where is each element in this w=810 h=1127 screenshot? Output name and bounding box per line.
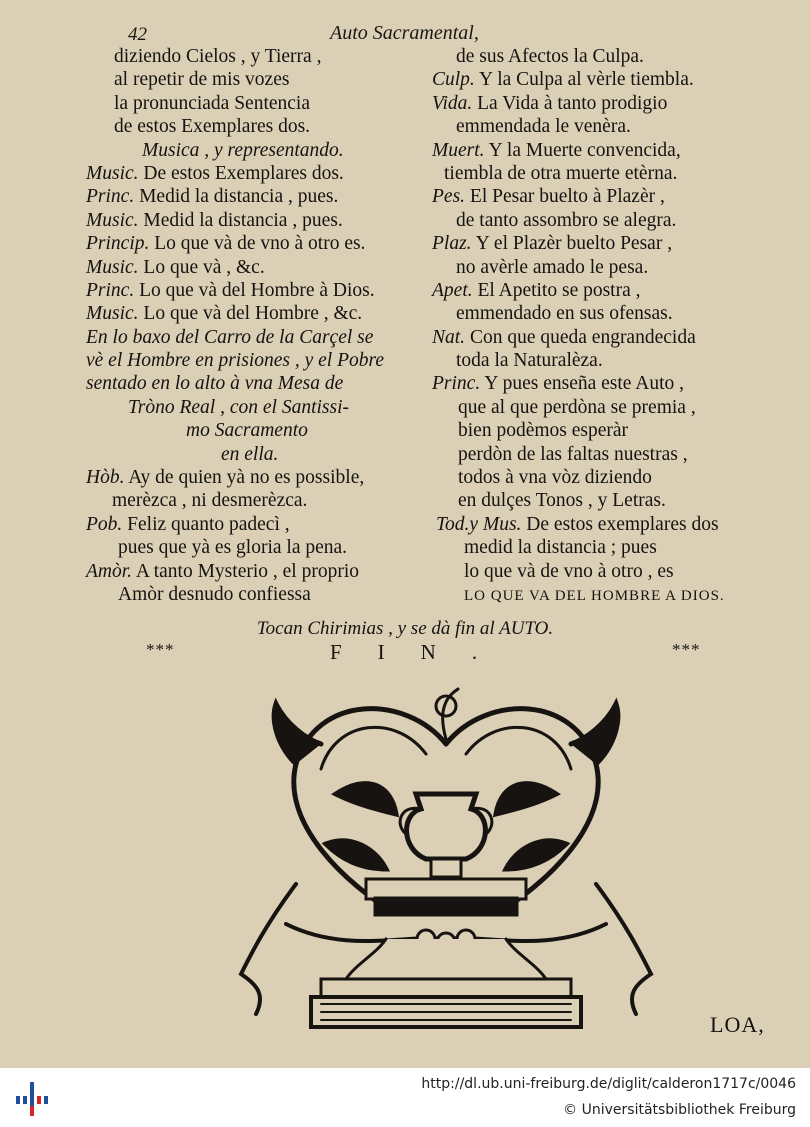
speaker-label: Princip. [86, 233, 150, 255]
verse-line [86, 162, 421, 185]
verse-line [432, 302, 782, 325]
verse-line [86, 466, 421, 489]
verse-text: que al que perdòna se premia , [458, 396, 696, 418]
source-url-link[interactable]: http://dl.ub.uni-freiburg.de/diglit/calderon1717c/0046 [421, 1076, 796, 1092]
verse-text: LO QUE VA DEL HOMBRE A DIOS. [464, 587, 725, 604]
verse-line [86, 513, 421, 536]
verse-line [432, 279, 782, 302]
catchword: LOA, [710, 1012, 765, 1037]
verse-line [432, 209, 782, 232]
verse-line [86, 583, 421, 606]
verse-line [432, 489, 782, 512]
verse-line [86, 419, 421, 442]
verse-text: El Apetito se postra , [472, 279, 641, 301]
verse-line [432, 536, 782, 559]
verse-line [86, 45, 421, 68]
speaker-label: Apet. [432, 279, 473, 301]
verse-line [86, 185, 421, 208]
verse-text: merèzca , ni desmerèzca. [112, 490, 308, 512]
verse-text: perdòn de las faltas nuestras , [458, 443, 688, 465]
verse-text: Lo que và del Hombre à Dios. [134, 279, 375, 301]
verse-text: Tròno Real , con el Santissi- [128, 396, 349, 418]
verse-line [86, 256, 421, 279]
verse-text: Y la Culpa al vèrle tiembla. [474, 69, 694, 91]
verse-line [432, 372, 782, 395]
verse-text: emmendada le venèra. [456, 116, 631, 138]
verse-line [432, 232, 782, 255]
verse-line [432, 560, 782, 583]
speaker-label: Music. [86, 256, 139, 278]
verse-text: al repetir de mis vozes [114, 69, 290, 91]
woodcut-urn-ornament [226, 684, 666, 1044]
verse-line [432, 162, 782, 185]
verse-line [86, 489, 421, 512]
copyright-text: © Universitätsbibliothek Freiburg [563, 1102, 796, 1118]
verse-line [432, 583, 782, 606]
verse-text: la pronunciada Sentencia [114, 92, 310, 114]
verse-text: medid la distancia ; pues [464, 537, 657, 559]
verse-text: en dulçes Tonos , y Letras. [458, 490, 666, 512]
verse-line [432, 326, 782, 349]
verse-line [86, 536, 421, 559]
ub-freiburg-logo-icon [14, 1076, 50, 1120]
speaker-label: Nat. [432, 326, 466, 348]
verse-text: La Vida à tanto prodigio [472, 92, 668, 114]
verse-line [432, 115, 782, 138]
verse-line [86, 139, 421, 162]
fin-text: FIN. [330, 640, 514, 664]
speaker-label: Pob. [86, 513, 123, 535]
verse-text: bien podèmos esperàr [458, 420, 629, 442]
verse-text: Amòr desnudo confiessa [118, 583, 311, 605]
speaker-label: Pes. [432, 186, 466, 208]
verse-text: vè el Hombre en prisiones , y el Pobre [86, 350, 385, 372]
verse-text: sentado en lo alto à vna Mesa de [86, 373, 344, 395]
verse-text: Con que queda engrandecida [465, 326, 696, 348]
verse-text: Feliz quanto padecì , [122, 513, 290, 535]
speaker-label: Music. [86, 209, 139, 231]
verse-text: lo que và de vno à otro , es [464, 560, 674, 582]
verse-line [432, 513, 782, 536]
speaker-label: Hòb. [86, 467, 125, 489]
speaker-label: Amòr. [86, 560, 133, 582]
speaker-label: Vida. [432, 92, 473, 114]
verse-text: de tanto assombro se alegra. [456, 209, 677, 231]
stage-direction-closing: Tocan Chirimias , y se dà fin al AUTO. [256, 618, 554, 639]
right-text-column [432, 45, 782, 606]
speaker-label: Princ. [86, 186, 135, 208]
verse-line [86, 326, 421, 349]
left-text-column [86, 45, 421, 606]
verse-line [432, 466, 782, 489]
left-asterism-ornament: *** [146, 640, 175, 659]
verse-line [86, 302, 421, 325]
verse-text: Ay de quien yà no es possible, [124, 467, 365, 489]
speaker-label: Princ. [432, 373, 481, 395]
verse-text: de sus Afectos la Culpa. [456, 46, 644, 67]
running-title: Auto Sacramental, [330, 22, 479, 44]
verse-line [86, 92, 421, 115]
speaker-label: Music. [86, 303, 139, 325]
verse-line [86, 115, 421, 138]
verse-line [432, 419, 782, 442]
speaker-label: Princ. [86, 279, 135, 301]
verse-text: Y pues enseña este Auto , [480, 373, 685, 395]
verse-line [432, 256, 782, 279]
verse-line [432, 45, 782, 68]
verse-text: A tanto Mysterio , el proprio [132, 560, 359, 582]
verse-line [86, 232, 421, 255]
speaker-label: Tod.y Mus. [436, 513, 522, 535]
verse-line [86, 560, 421, 583]
verse-text: en ella. [221, 443, 279, 465]
verse-text: pues que yà es gloria la pena. [118, 537, 348, 559]
verse-text: Musica , y representando. [142, 139, 344, 161]
verse-line [86, 372, 421, 395]
verse-text: diziendo Cielos , y Tierra , [114, 46, 322, 67]
verse-text: mo Sacramento [186, 420, 308, 442]
verse-text: Lo que và , &c. [138, 256, 265, 278]
verse-text: Medid la distancia , pues. [138, 209, 343, 231]
verse-line [432, 92, 782, 115]
library-footer [0, 1068, 810, 1127]
verse-text: Lo que và del Hombre , &c. [138, 303, 363, 325]
verse-text: tiembla de otra muerte etèrna. [444, 162, 678, 184]
verse-line [86, 209, 421, 232]
verse-text: De estos Exemplares dos. [138, 162, 344, 184]
verse-line [86, 349, 421, 372]
verse-text: Y la Muerte convencida, [484, 139, 681, 161]
verse-text: El Pesar buelto à Plazèr , [465, 186, 665, 208]
verse-text: toda la Naturalèza. [456, 350, 603, 372]
verse-text: emmendado en sus ofensas. [456, 303, 673, 325]
verse-line [432, 396, 782, 419]
verse-line [432, 349, 782, 372]
verse-line [86, 443, 421, 466]
speaker-label: Muert. [432, 139, 485, 161]
speaker-label: Music. [86, 162, 139, 184]
right-asterism-ornament: *** [672, 640, 701, 659]
verse-text: Y el Plazèr buelto Pesar , [471, 233, 673, 255]
verse-line [86, 396, 421, 419]
verse-text: Lo que và de vno à otro es. [149, 233, 366, 255]
verse-text: Medid la distancia , pues. [134, 186, 339, 208]
verse-line [86, 279, 421, 302]
fin-row [0, 640, 810, 670]
verse-text: En lo baxo del Carro de la Carçel se [86, 326, 374, 348]
page-number: 42 [128, 24, 147, 45]
verse-text: no avèrle amado le pesa. [456, 256, 649, 278]
verse-text: de estos Exemplares dos. [114, 116, 311, 138]
verse-line [432, 139, 782, 162]
verse-line [432, 68, 782, 91]
verse-text: todos à vna vòz diziendo [458, 467, 652, 489]
verse-text: De estos exemplares dos [521, 513, 719, 535]
speaker-label: Culp. [432, 69, 475, 91]
verse-line [432, 443, 782, 466]
verse-line [86, 68, 421, 91]
verse-line [432, 185, 782, 208]
speaker-label: Plaz. [432, 233, 472, 255]
